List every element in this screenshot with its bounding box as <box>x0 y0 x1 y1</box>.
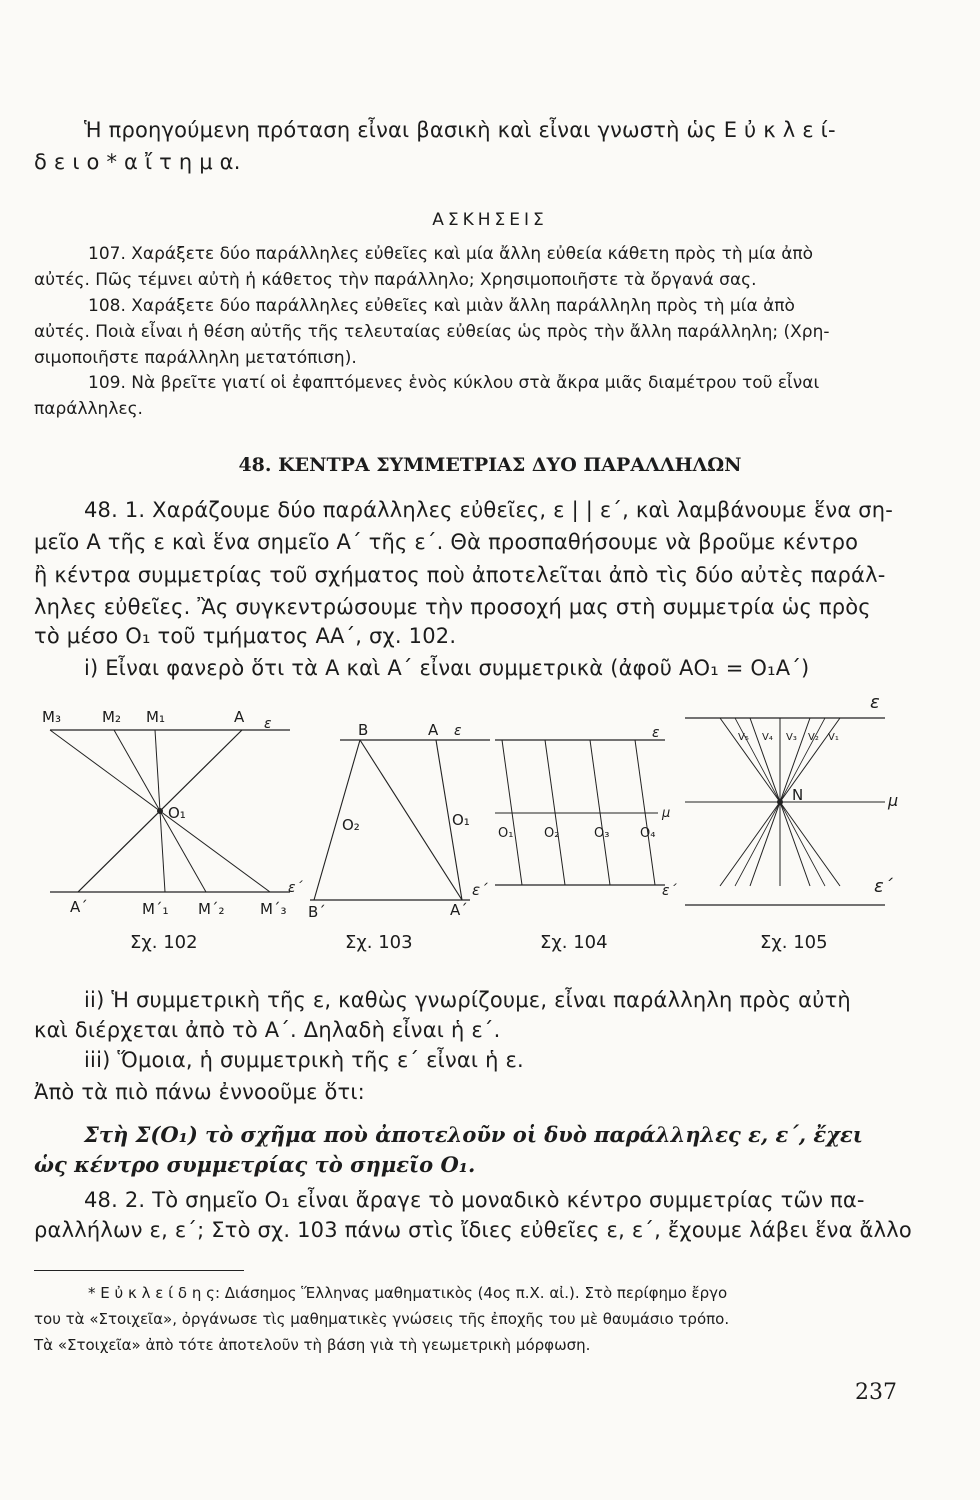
caption-fig-104: Σχ. 104 <box>540 932 608 953</box>
label-A-prime: Α΄ <box>450 901 468 919</box>
label-e: ε <box>652 725 660 741</box>
paragraph-line: ληλες εὐθεῖες. Ἂς συγκεντρώσουμε τὴν προσοχή μας στὴ συμμετρία ὡς πρὸς <box>34 595 871 619</box>
theorem-line: ὡς κέντρο συμμετρίας τὸ σημεῖο Ο₁. <box>34 1152 476 1177</box>
intro-line-2: δ ε ι ο * α ἴ τ η μ α. <box>34 150 241 174</box>
paragraph-line: μεῖο Α τῆς ε καὶ ἕνα σημεῖο Α΄ τῆς ε΄. Θὰ προσπαθήσουμε νὰ βροῦμε κέντρο <box>34 530 859 554</box>
figure-102 <box>30 700 310 940</box>
exercise-line: σιμοποιῆστε παράλληλη μετατόπιση). <box>34 348 357 368</box>
theorem-line: Στὴ Σ(Ο₁) τὸ σχῆμα ποὺ ἀποτελοῦν οἱ δυὸ παράλληλες ε, ε΄, ἔχει <box>84 1122 863 1147</box>
label-B-prime: Β΄ <box>308 903 326 921</box>
caption-fig-105: Σχ. 105 <box>760 932 828 953</box>
label-V4: V₄ <box>762 732 773 743</box>
footnote-rule <box>34 1270 244 1271</box>
section-title: 48. ΚΕΝΤΡΑ ΣΥΜΜΕΤΡΙΑΣ ΔΥΟ ΠΑΡΑΛΛΗΛΩΝ <box>238 454 742 476</box>
segment-1 <box>502 740 522 885</box>
paragraph-line: ραλλήλων ε, ε΄; Στὸ σχ. 103 πάνω στὶς ἴδιες εὐθεῖες ε, ε΄, ἔχουμε λάβει ἕνα ἄλλο <box>34 1218 912 1242</box>
paragraph-line: τὸ μέσο Ο₁ τοῦ τμήματος ΑΑ΄, σχ. 102. <box>34 624 457 648</box>
label-V3: V₃ <box>786 732 797 743</box>
exercises-heading: ΑΣΚΗΣΕΙΣ <box>432 210 548 230</box>
label-e-prime: ε΄ <box>874 876 893 897</box>
label-e-prime: ε΄ <box>288 880 303 896</box>
paragraph-line: Ἀπὸ τὰ πιὸ πάνω ἐννοοῦμε ὅτι: <box>34 1080 365 1104</box>
label-O3: Ο₃ <box>594 826 610 841</box>
point-O1 <box>157 808 163 814</box>
label-M1-prime: Μ΄₁ <box>142 900 169 918</box>
segment-2 <box>545 740 565 885</box>
exercise-line: 109. Νὰ βρεῖτε γιατί οἱ ἐφαπτόμενες ἑνὸς κύκλου στὰ ἄκρα μιᾶς διαμέτρου τοῦ εἶναι <box>88 373 820 393</box>
label-e-prime: ε΄ <box>662 883 677 899</box>
label-N: Ν <box>792 786 804 804</box>
label-e: ε <box>264 716 272 732</box>
exercise-line: 107. Χαράξετε δύο παράλληλες εὐθεῖες καὶ μία ἄλλη εὐθεία κάθετη πρὸς τὴ μία ἀπὸ <box>88 244 814 264</box>
caption-fig-103: Σχ. 103 <box>345 932 413 953</box>
label-M3-prime: Μ΄₃ <box>260 900 287 918</box>
label-e: ε <box>870 692 880 713</box>
label-A-prime: Α΄ <box>70 898 88 916</box>
label-mu: μ <box>662 806 671 821</box>
figure-104 <box>490 725 680 905</box>
paragraph-line: i) Εἶναι φανερὸ ὅτι τὰ Α καὶ Α΄ εἶναι συμμετρικὰ (ἀφοῦ ΑΟ₁ = Ο₁Α΄) <box>84 656 810 680</box>
point-N <box>777 799 783 805</box>
paragraph-line: iii) Ὅμοια, ἡ συμμετρικὴ τῆς ε΄ εἶναι ἡ ε. <box>84 1048 524 1072</box>
label-V1: V₁ <box>828 732 839 743</box>
paragraph-line: 48. 2. Τὸ σημεῖο Ο₁ εἶναι ἄραγε τὸ μοναδικὸ κέντρο συμμετρίας τῶν πα- <box>84 1188 865 1212</box>
label-O4: Ο₄ <box>640 826 656 841</box>
caption-fig-102: Σχ. 102 <box>130 932 198 953</box>
exercise-line: 108. Χαράξετε δύο παράλληλες εὐθεῖες καὶ μιὰν ἄλλη παράλληλη πρὸς τὴ μία ἀπὸ <box>88 296 795 316</box>
label-O1: Ο₁ <box>452 811 470 829</box>
label-O1: Ο₁ <box>168 804 186 822</box>
footnote-line: Τὰ «Στοιχεῖα» ἀπὸ τότε ἀποτελοῦν τὴ βάση γιὰ τὴ γεωμετρικὴ μόρφωση. <box>34 1336 591 1354</box>
label-A: Α <box>234 708 245 726</box>
footnote-line: του τὰ «Στοιχεῖα», ὀργάνωσε τὶς μαθηματικὲς γνώσεις τῆς ἐποχῆς του μὲ θαυμάσιο τρόπο. <box>34 1310 730 1328</box>
segment-BA-prime <box>360 740 462 900</box>
label-O2: Ο₂ <box>544 826 560 841</box>
exercise-line: αὐτές. Πῶς τέμνει αὐτὴ ἡ κάθετος τὴν παράλληλο; Χρησιμοποιῆστε τὰ ὄργανά σας. <box>34 270 757 290</box>
label-mu: μ <box>888 791 899 810</box>
label-e-prime: ε΄ <box>472 881 488 899</box>
label-A: Α <box>428 721 439 739</box>
figure-105 <box>680 690 920 920</box>
figure-103 <box>300 715 500 921</box>
paragraph-line: 48. 1. Χαράζουμε δύο παράλληλες εὐθεῖες, ε | | ε΄, καὶ λαμβάνουμε ἕνα ση- <box>84 498 894 522</box>
page-number: 237 <box>855 1380 897 1405</box>
paragraph-line: καὶ διέρχεται ἀπὸ τὸ Α΄. Δηλαδὴ εἶναι ἡ ε΄. <box>34 1018 501 1042</box>
intro-line-1: Ἡ προηγούμενη πρόταση εἶναι βασικὴ καὶ εἶναι γνωστὴ ὡς Ε ὐ κ λ ε ί- <box>84 118 836 142</box>
label-V5: V₅ <box>738 732 749 743</box>
paragraph-line: ii) Ἡ συμμετρικὴ τῆς ε, καθὼς γνωρίζουμε, εἶναι παράλληλη πρὸς αὐτὴ <box>84 988 851 1012</box>
label-O2: Ο₂ <box>342 816 360 834</box>
segment-4 <box>635 740 655 885</box>
exercise-line: παράλληλες. <box>34 399 143 419</box>
label-e: ε <box>454 723 462 739</box>
label-V2: V₂ <box>808 732 819 743</box>
label-M3: Μ₃ <box>42 708 61 726</box>
label-M2-prime: Μ΄₂ <box>198 900 225 918</box>
paragraph-line: ἢ κέντρα συμμετρίας τοῦ σχήματος ποὺ ἀποτελεῖται ἀπὸ τὶς δύο αὐτὲς παράλ- <box>34 563 886 587</box>
exercise-line: αὐτές. Ποιὰ εἶναι ἡ θέση αὐτῆς τῆς τελευταίας εὐθείας ὡς πρὸς τὴν ἄλλη παράλληλη; (Χρη- <box>34 322 830 342</box>
footnote-line: * Ε ὐ κ λ ε ί δ η ς: Διάσημος Ἕλληνας μαθηματικὸς (4ος π.Χ. αἰ.). Στὸ περίφημο ἔργο <box>88 1284 728 1302</box>
segment-3 <box>590 740 610 885</box>
label-O1: Ο₁ <box>498 826 514 841</box>
label-B: Β <box>358 721 369 739</box>
label-M2: Μ₂ <box>102 708 121 726</box>
label-M1: Μ₁ <box>146 708 165 726</box>
